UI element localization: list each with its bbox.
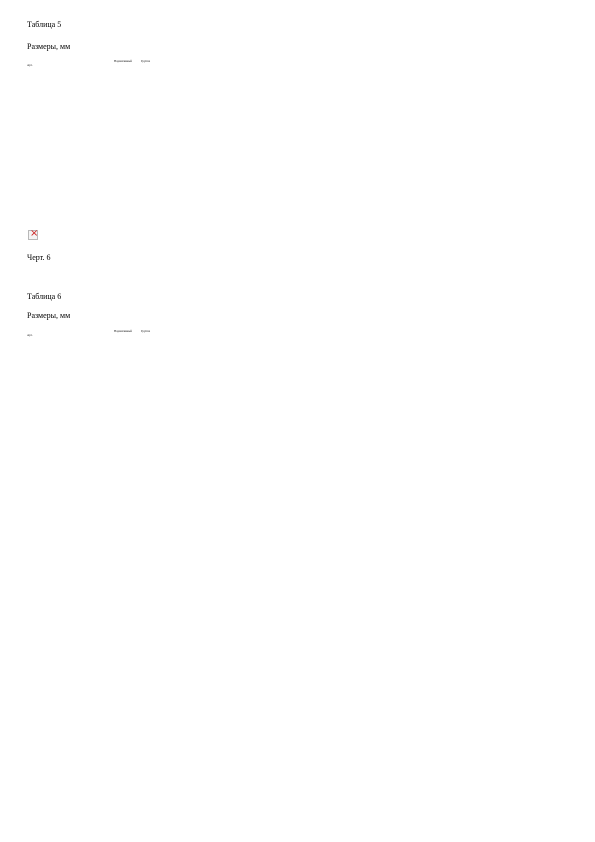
table6-header-2: Нормативный	[114, 329, 132, 333]
table5-title: Таблица 5	[27, 20, 62, 29]
table6	[27, 330, 527, 770]
table5-subtitle: Размеры, мм	[27, 42, 71, 51]
table6-header-3: Группа	[141, 329, 151, 333]
table5-header-3: Группа	[141, 59, 151, 63]
table6-title: Таблица 6	[27, 292, 62, 301]
table5-header-1: Арт.	[27, 63, 33, 67]
table5-header-2: Нормативный	[114, 59, 132, 63]
chart-caption: Черт. 6	[27, 253, 51, 262]
table5	[27, 60, 527, 215]
table6-subtitle: Размеры, мм	[27, 311, 71, 320]
table6-header-1: Арт.	[27, 333, 33, 337]
broken-image-icon	[28, 230, 38, 240]
